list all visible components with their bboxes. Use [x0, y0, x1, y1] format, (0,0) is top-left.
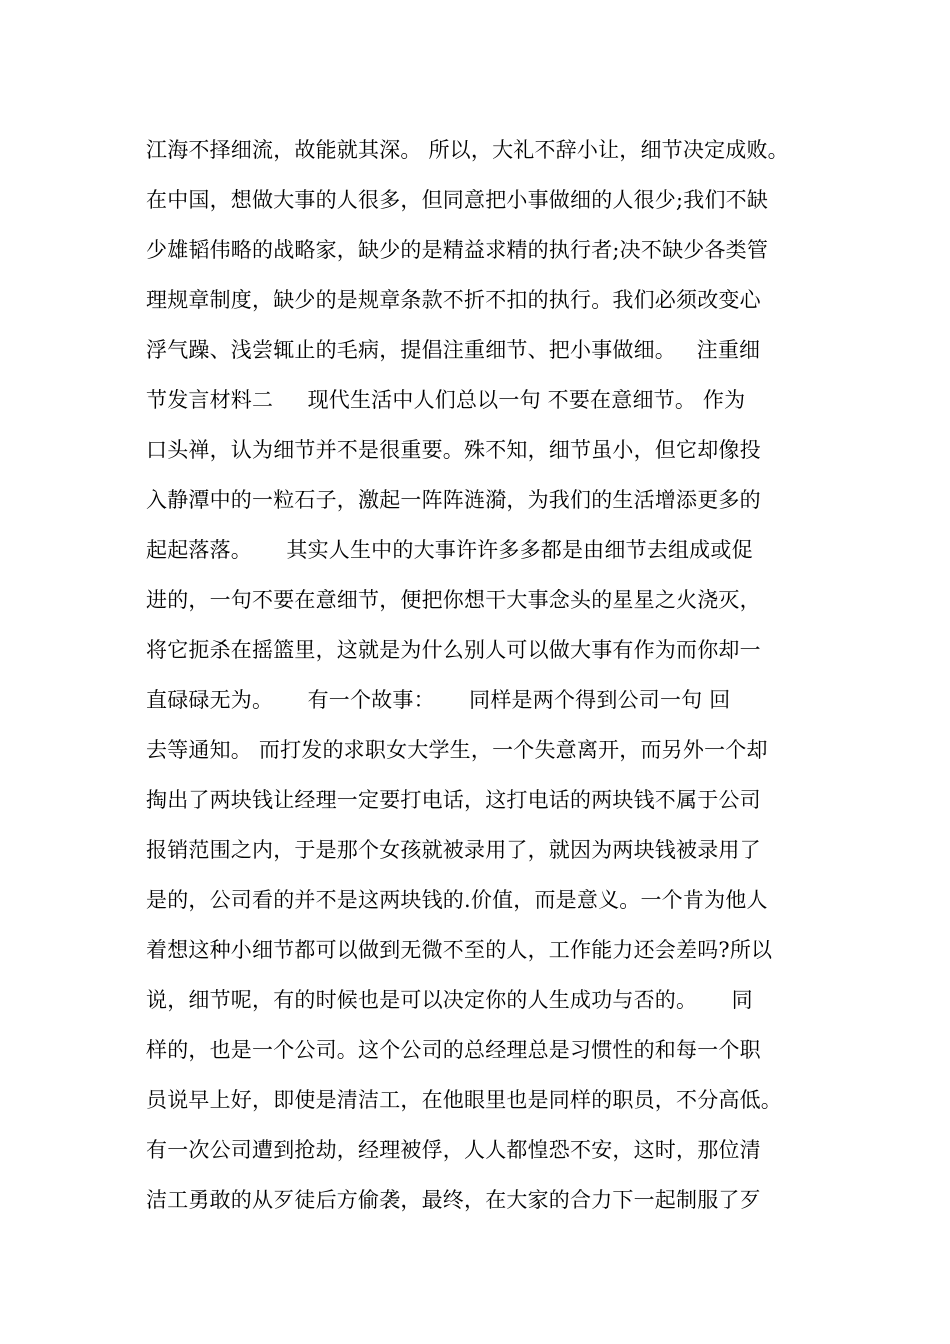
text-line: 进的，一句不要在意细节，便把你想干大事念头的星星之火浇灭，: [146, 588, 761, 612]
text-line: 节发言材料二 现代生活中人们总以一句 不要在意细节。 作为: [146, 388, 746, 412]
text-line: 理规章制度，缺少的是规章条款不折不扣的执行。我们必须改变心: [146, 288, 761, 312]
text-line: 是的，公司看的并不是这两块钱的.价值，而是意义。一个肯为他人: [146, 888, 768, 912]
text-line: 说，细节呢，有的时候也是可以决定你的人生成功与否的。 同: [146, 988, 753, 1012]
text-line: 在中国，想做大事的人很多，但同意把小事做细的人很少;我们不缺: [146, 188, 769, 212]
text-line: 少雄韬伟略的战略家，缺少的是精益求精的执行者;决不缺少各类管: [146, 238, 769, 262]
text-line: 有一次公司遭到抢劫，经理被俘，人人都惶恐不安，这时，那位清: [146, 1138, 761, 1162]
text-line: 报销范围之内，于是那个女孩就被录用了，就因为两块钱被录用了: [146, 838, 761, 862]
text-line: 着想这种小细节都可以做到无微不至的人，工作能力还会差吗?所以: [146, 938, 773, 962]
text-line: 去等通知。 而打发的求职女大学生，一个失意离开，而另外一个却: [146, 738, 768, 762]
text-line: 将它扼杀在摇篮里，这就是为什么别人可以做大事有作为而你却一: [146, 638, 761, 662]
text-line: 掏出了两块钱让经理一定要打电话，这打电话的两块钱不属于公司: [146, 788, 761, 812]
text-line: 员说早上好，即使是清洁工，在他眼里也是同样的职员，不分高低。: [146, 1088, 782, 1112]
text-line: 入静潭中的一粒石子，激起一阵阵涟漪，为我们的生活增添更多的: [146, 488, 761, 512]
text-line: 样的，也是一个公司。这个公司的总经理总是习惯性的和每一个职: [146, 1038, 761, 1062]
text-line: 起起落落。 其实人生中的大事许许多多都是由细节去组成或促: [146, 538, 753, 562]
text-line: 口头禅，认为细节并不是很重要。殊不知，细节虽小，但它却像投: [146, 438, 761, 462]
text-line: 洁工勇敢的从歹徒后方偷袭，最终，在大家的合力下一起制服了歹: [146, 1188, 761, 1212]
text-line: 直碌碌无为。 有一个故事： 同样是两个得到公司一句 回: [146, 688, 731, 712]
text-line: 江海不择细流，故能就其深。 所以，大礼不辞小让，细节决定成败。: [146, 138, 789, 162]
text-line: 浮气躁、浅尝辄止的毛病，提倡注重细节、把小事做细。 注重细: [146, 338, 761, 362]
